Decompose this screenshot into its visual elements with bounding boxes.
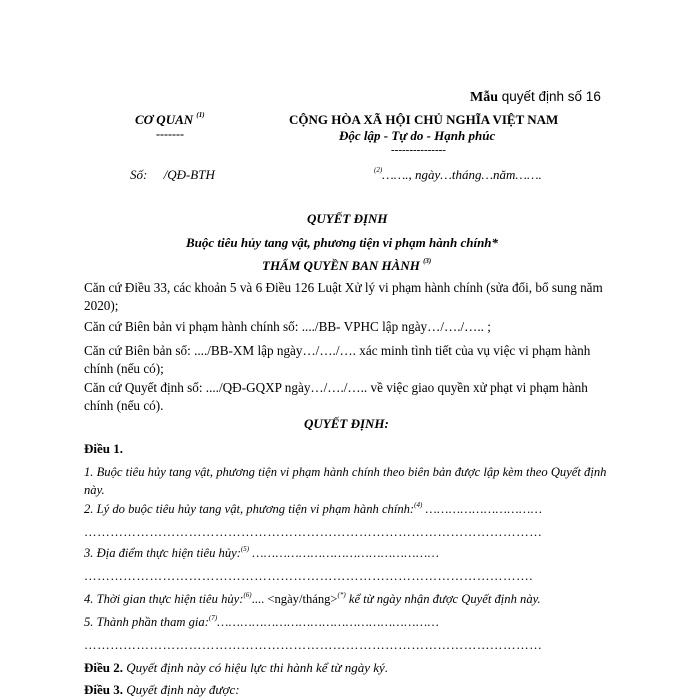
national-title: CỘNG HÒA XÃ HỘI CHỦ NGHĨA VIỆT NAM [289,112,559,127]
basis-3: Căn cứ Biên bản số: ..../BB-XM lập ngày…/…./…. xác minh tình tiết của vụ việc vi phạm hành chính (nếu có); [84,343,591,376]
article-1-item-1: 1. Buộc tiêu hủy tang vật, phương tiện vi phạm hành chính theo biên bản được lập kèm theo Quyết định này. [84,465,607,497]
decision-heading: QUYẾT ĐỊNH: [304,416,389,431]
document-title: QUYẾT ĐỊNH [307,211,388,226]
article-1-item-2-continuation: …………………………………………………………………………………………… [84,525,543,539]
article-1-item-5: 5. Thành phần tham gia:$^{(7)}$………………………………………………… [84,614,440,629]
basis-4: Căn cứ Quyết định số: ..../QĐ-GQXP ngày…/…./….. về việc giao quyền xử phạt vi phạm hành chính (nếu có). [84,380,588,413]
article-1-heading: Điều 1. [84,441,123,456]
article-1-item-5-continuation: …………………………………………………………………………………………… [84,638,543,652]
basis-2: Căn cứ Biên bản vi phạm hành chính số: ..../BB- VPHC lập ngày…/…./….. ; [84,319,491,334]
article-1-item-2: 2. Lý do buộc tiêu hủy tang vật, phương tiện vi phạm hành chính:$^{(4)}$ ………………………… [84,501,543,516]
article-1-item-4: 4. Thời gian thực hiện tiêu hủy:$^{(6)}$.... <ngày/tháng>(*) kể từ ngày nhận được Quyết định này. [84,591,541,606]
national-rule: --------------- [391,144,446,156]
document-subtitle: Buộc tiêu hủy tang vật, phương tiện vi phạm hành chính* [186,235,499,250]
basis-1: Căn cứ Điều 33, các khoản 5 và 6 Điều 126 Luật Xử lý vi phạm hành chính (sửa đổi, bổ sung năm 2020); [84,280,603,313]
agency-rule: ------- [156,127,184,141]
article-1-item-3: 3. Địa điểm thực hiện tiêu hủy:$^{(5)}$ ………………………………………… [84,545,440,560]
date-line: $^{(2)}$……., ngày…tháng…năm……. [374,166,542,182]
form-label: Mẫu quyết định số 16 [470,89,601,105]
agency-name: CƠ QUAN $^{(1)}$ [135,111,205,127]
article-2: Điều 2. Quyết định này có hiệu lực thi hành kể từ ngày ký. [84,660,389,675]
issuing-authority: THẨM QUYỀN BAN HÀNH $^{(3)}$ [262,257,432,273]
article-3: Điều 3. Quyết định này được: [84,682,240,697]
article-1-item-3-continuation: …………………………………………………………………………………………. [84,569,533,583]
number-line: Số: /QĐ-BTH [130,167,215,182]
national-motto: Độc lập - Tự do - Hạnh phúc [339,128,496,143]
